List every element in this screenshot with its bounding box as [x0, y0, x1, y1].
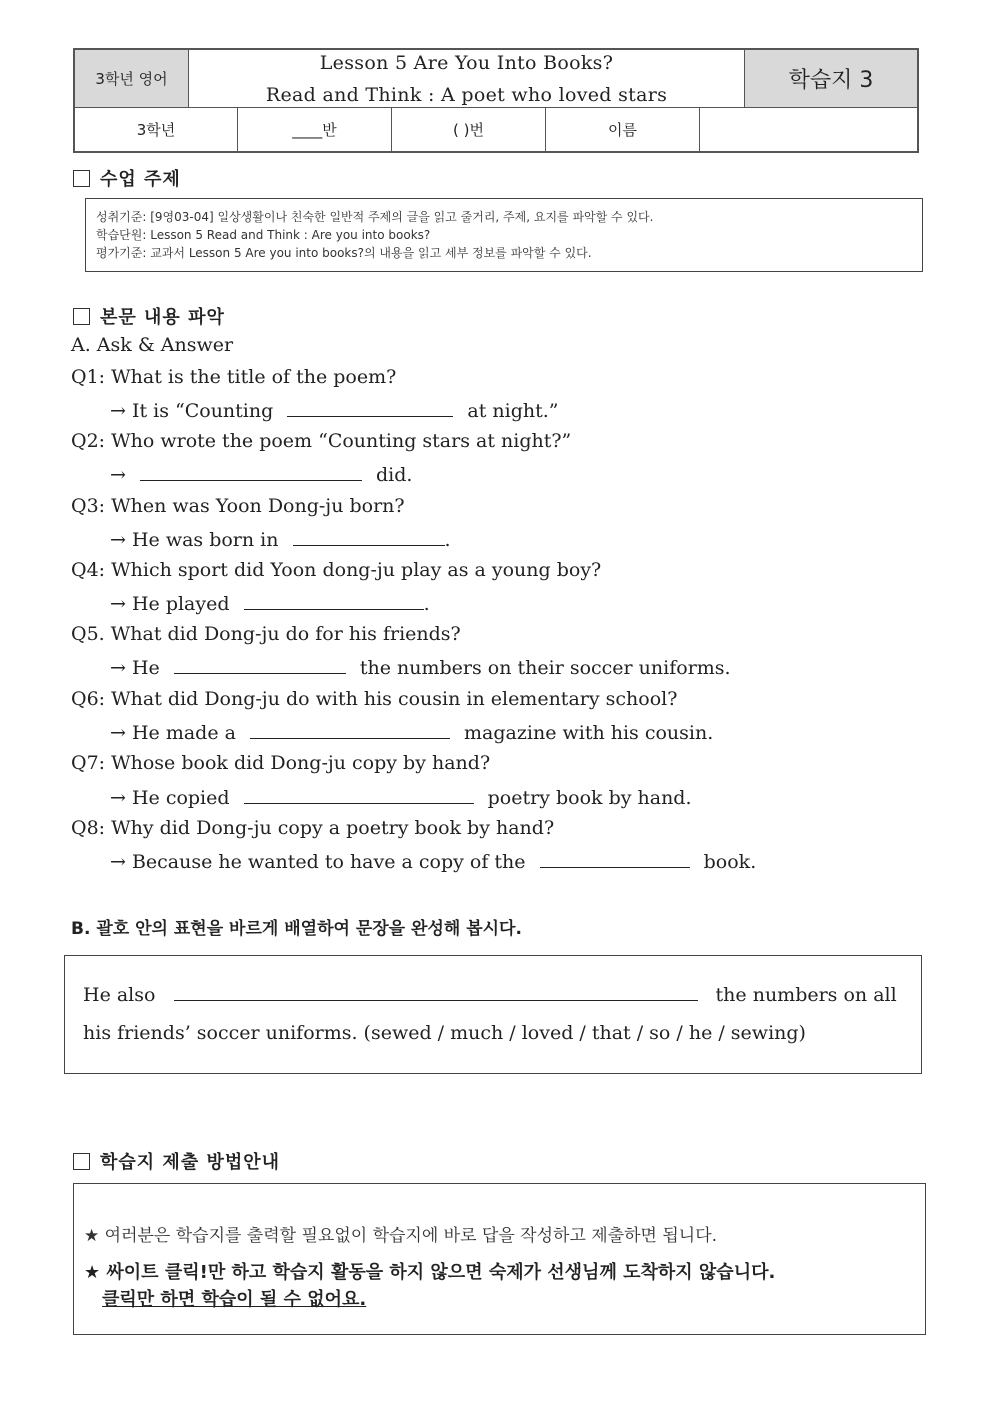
- subject-label: 3학년 영어: [75, 50, 189, 108]
- header-table: [73, 48, 919, 153]
- answer-8: → Because he wanted to have a copy of the book.: [110, 851, 757, 873]
- name-field[interactable]: [700, 108, 917, 151]
- section-b-sentence: He also the numbers on all: [83, 984, 897, 1006]
- answer-5: → He the numbers on their soccer uniforms.: [110, 657, 731, 679]
- answer-6: → He made a magazine with his cousin.: [110, 722, 714, 744]
- grade-cell: 3학년: [75, 108, 238, 151]
- question-2: Q2: Who wrote the poem “Counting stars at night?”: [71, 430, 572, 452]
- evaluation-criteria: 평가기준: 교과서 Lesson 5 Are you into books?의 내용을 읽고 세부 정보를 파악할 수 있다.: [96, 246, 592, 260]
- checkbox-square-icon: [73, 308, 90, 325]
- submit-note-2: ★ 싸이트 클릭!만 하고 학습지 활동을 하지 않으면 숙제가 선생님께 도착하지 않습니다.: [84, 1262, 776, 1283]
- section-b-blank[interactable]: [174, 982, 698, 1001]
- answer-4-blank[interactable]: [244, 591, 424, 610]
- answer-7: → He copied poetry book by hand.: [110, 787, 692, 809]
- question-1: Q1: What is the title of the poem?: [71, 366, 397, 388]
- submit-heading: [73, 1148, 280, 1174]
- section-b-line-2: his friends’ soccer uniforms. (sewed / much / loved / that / so / he / sewing): [83, 1022, 806, 1044]
- checkbox-square-icon: [73, 170, 90, 187]
- content-heading: [73, 303, 225, 329]
- learning-unit: 학습단원: Lesson 5 Read and Think : Are you into books?: [96, 228, 431, 242]
- section-a-title: A. Ask & Answer: [71, 334, 234, 356]
- submit-note-3: 클릭만 하면 학습이 될 수 없어요.: [102, 1289, 367, 1310]
- worksheet-number: 학습지 3: [745, 50, 917, 108]
- lesson-line-1: Lesson 5 Are You Into Books?: [319, 51, 614, 74]
- answer-1: → It is “Counting at night.”: [110, 400, 559, 422]
- answer-3-blank[interactable]: [293, 527, 445, 546]
- section-b-box: [64, 955, 922, 1074]
- submit-guide-box: [73, 1183, 926, 1335]
- answer-2: → did.: [110, 464, 413, 486]
- section-b-title: B. 괄호 안의 표현을 바르게 배열하여 문장을 완성해 봅시다.: [71, 919, 522, 939]
- question-5: Q5. What did Dong-ju do for his friends?: [71, 623, 461, 645]
- answer-4: → He played .: [110, 593, 430, 615]
- topic-heading: [73, 165, 181, 191]
- class-cell[interactable]: ____반: [238, 108, 392, 151]
- question-3: Q3: When was Yoon Dong-ju born?: [71, 495, 405, 517]
- answer-5-blank[interactable]: [174, 655, 346, 674]
- question-8: Q8: Why did Dong-ju copy a poetry book by hand?: [71, 817, 555, 839]
- topic-title: 수업 주제: [100, 169, 181, 190]
- name-label: 이름: [546, 108, 700, 151]
- lesson-line-2: Read and Think : A poet who loved stars: [265, 83, 668, 106]
- content-title: 본문 내용 파악: [100, 307, 225, 328]
- achievement-standard: 성취기준: [9영03-04] 일상생활이나 친숙한 일반적 주제의 글을 읽고 줄거리, 주제, 요지를 파악할 수 있다.: [96, 210, 654, 224]
- answer-6-blank[interactable]: [250, 720, 450, 739]
- answer-1-blank[interactable]: [287, 398, 453, 417]
- question-7: Q7: Whose book did Dong-ju copy by hand?: [71, 752, 491, 774]
- number-cell[interactable]: ( )번: [392, 108, 546, 151]
- lesson-title: [189, 50, 745, 108]
- submit-note-1: ★ 여러분은 학습지를 출력할 필요없이 학습지에 바로 답을 작성하고 제출하면 됩니다.: [84, 1226, 718, 1246]
- submit-title: 학습지 제출 방법안내: [100, 1152, 281, 1173]
- answer-2-blank[interactable]: [140, 462, 362, 481]
- question-4: Q4: Which sport did Yoon dong-ju play as a young boy?: [71, 559, 602, 581]
- answer-7-blank[interactable]: [244, 785, 474, 804]
- question-6: Q6: What did Dong-ju do with his cousin in elementary school?: [71, 688, 678, 710]
- answer-3: → He was born in .: [110, 529, 451, 551]
- learning-goal-box: [85, 198, 923, 272]
- checkbox-square-icon: [73, 1153, 90, 1170]
- answer-8-blank[interactable]: [540, 849, 690, 868]
